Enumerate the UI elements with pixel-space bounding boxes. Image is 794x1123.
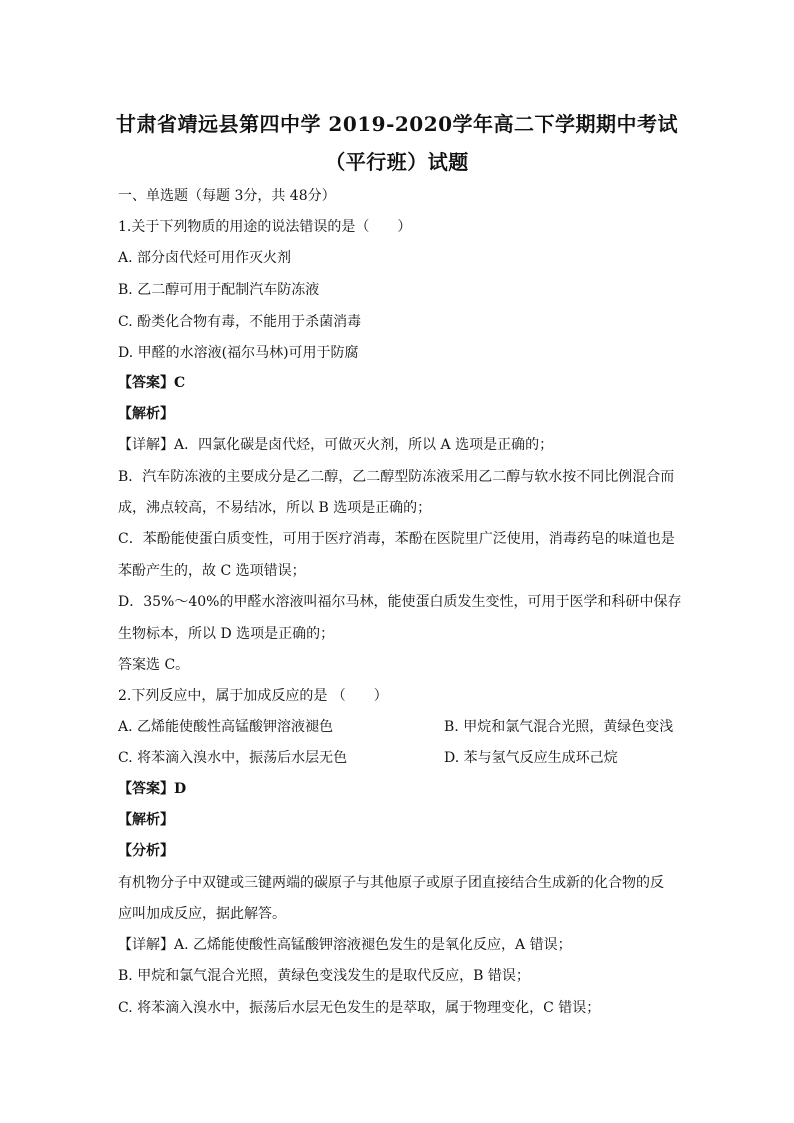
- q1-detail-line: 【详解】A．四氯化碳是卤代烃，可做灭火剂，所以 A 选项是正确的；: [118, 437, 554, 453]
- q2-fenxi-label: 【分析】: [118, 843, 174, 859]
- q1-conclusion: 答案选 C。: [118, 657, 190, 673]
- document-title-line2: （平行班）试题: [325, 150, 469, 174]
- q1-detail-line: D．35%～40%的甲醛水溶液叫福尔马林，能使蛋白质发生变性，可用于医学和科研中保存: [118, 594, 682, 610]
- q1-analysis-label: 【解析】: [118, 406, 174, 422]
- q2-detail-line: 【详解】A. 乙烯能使酸性高锰酸钾溶液褪色发生的是氧化反应，A 错误；: [118, 937, 572, 953]
- q2-fenxi-line: 有机物分子中双键或三键两端的碳原子与其他原子或原子团直接结合生成新的化合物的反: [118, 875, 664, 891]
- q1-detail-line: 成，沸点较高，不易结冰，所以 B 选项是正确的；: [118, 500, 432, 516]
- q2-option-c: C. 将苯滴入溴水中，振荡后水层无色: [118, 750, 348, 766]
- q2-answer: 【答案】D: [118, 781, 187, 797]
- q1-answer: 【答案】C: [118, 375, 186, 391]
- q2-option-d: D. 苯与氢气反应生成环己烷: [444, 750, 618, 766]
- q2-fenxi-line: 应叫加成反应，据此解答。: [118, 906, 286, 922]
- q1-option-d: D. 甲醛的水溶液(福尔马林)可用于防腐: [118, 345, 359, 361]
- q2-detail-line: C. 将苯滴入溴水中，振荡后水层无色发生的是萃取，属于物理变化，C 错误；: [118, 1000, 601, 1016]
- q2-option-b: B. 甲烷和氯气混合光照，黄绿色变浅: [444, 719, 674, 735]
- q1-option-b: B. 乙二醇可用于配制汽车防冻液: [118, 282, 320, 298]
- q2-detail-line: B. 甲烷和氯气混合光照，黄绿色变浅发生的是取代反应，B 错误；: [118, 968, 530, 984]
- q2-option-a: A. 乙烯能使酸性高锰酸钾溶液褪色: [118, 719, 334, 735]
- q1-detail-line: B．汽车防冻液的主要成分是乙二醇，乙二醇型防冻液采用乙二醇与软水按不同比例混合而: [118, 469, 675, 485]
- q1-detail-line: 苯酚产生的，故 C 选项错误；: [118, 563, 306, 579]
- q1-stem: 1.关于下列物质的用途的说法错误的是（ ）: [118, 219, 412, 235]
- section-header: 一、单选题（每题 3分，共 48分）: [118, 188, 336, 204]
- q2-stem: 2.下列反应中，属于加成反应的是 （ ）: [118, 688, 388, 704]
- q1-option-a: A. 部分卤代烃可用作灭火剂: [118, 250, 292, 266]
- document-title-line1: 甘肃省靖远县第四中学 2019-2020学年高二下学期期中考试: [115, 112, 679, 136]
- q1-detail-line: 生物标本，所以 D 选项是正确的；: [118, 626, 335, 642]
- q1-detail-line: C．苯酚能使蛋白质变性，可用于医疗消毒，苯酚在医院里广泛使用，消毒药皂的味道也是: [118, 531, 675, 547]
- q2-analysis-label: 【解析】: [118, 812, 174, 828]
- q1-option-c: C. 酚类化合物有毒，不能用于杀菌消毒: [118, 314, 362, 330]
